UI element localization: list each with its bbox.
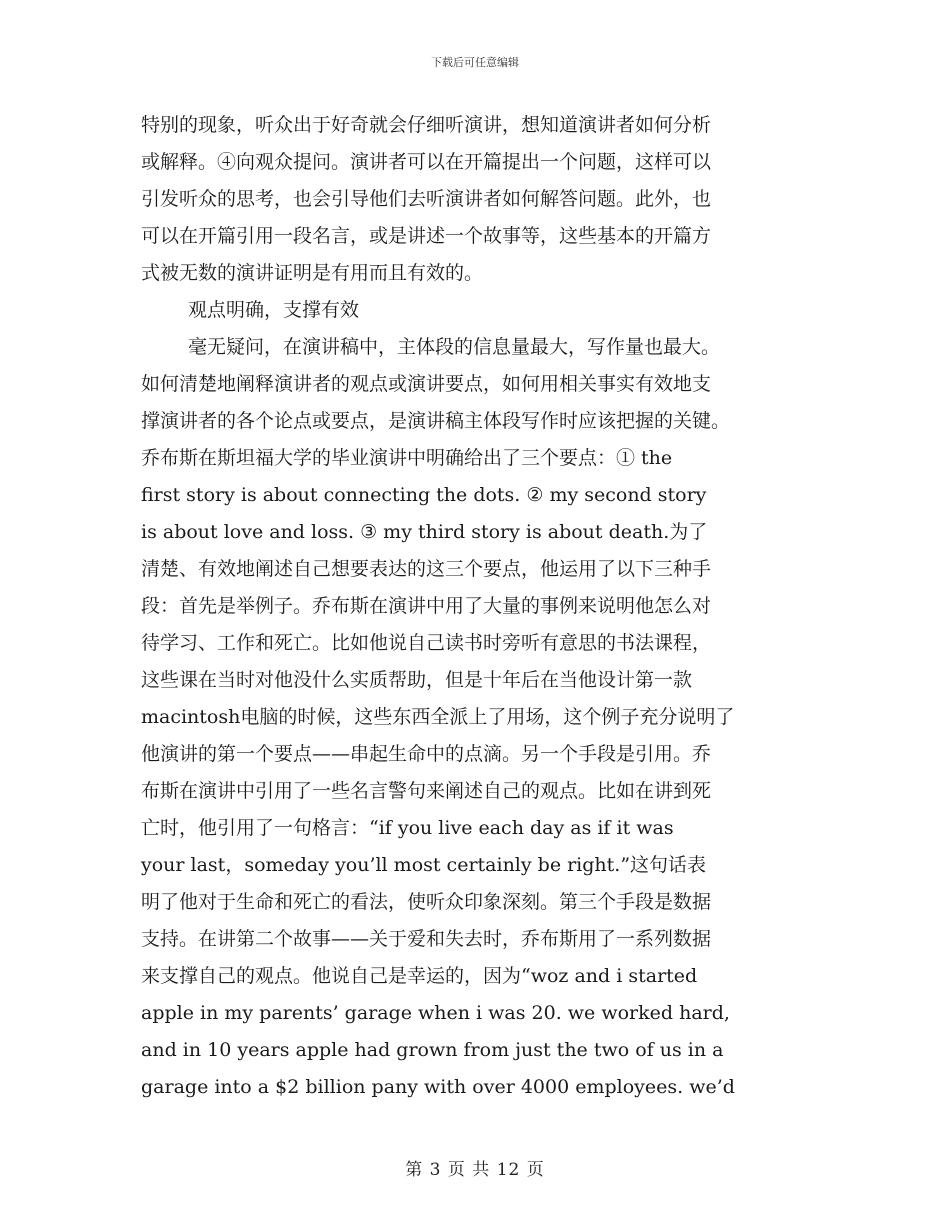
text-line: 引发听众的思考，也会引导他们去听演讲者如何解答问题。此外，也 [141, 188, 712, 210]
text-line: 式被无数的演讲证明是有用而且有效的。 [141, 262, 484, 284]
text-line: 亡时，他引用了一句格言：“if you live each day as if it was [141, 817, 674, 839]
text-line: 支持。在讲第二个故事——关于爱和失去时，乔布斯用了一系列数据 [141, 928, 712, 950]
text-line: 特别的现象，听众出于好奇就会仔细听演讲，想知道演讲者如何分析 [141, 114, 712, 136]
text-line: 清楚、有效地阐述自己想要表达的这三个要点，他运用了以下三种手 [141, 558, 712, 580]
text-line: 毫无疑问，在演讲稿中，主体段的信息量最大，写作量也最大。 [188, 336, 721, 358]
text-line: 他演讲的第一个要点——串起生命中的点滴。另一个手段是引用。乔 [141, 743, 712, 765]
page-number: 第 3 页 共 12 页 [405, 1160, 545, 1180]
document-body [141, 107, 811, 1106]
text-line: and in 10 years apple had grown from just the two of us in a [141, 1039, 724, 1061]
text-line: 明了他对于生命和死亡的看法，使听众印象深刻。第三个手段是数据 [141, 891, 712, 913]
text-line: macintosh电脑的时候，这些东西全派上了用场，这个例子充分说明了 [141, 706, 735, 728]
page-header-note: 下载后可任意编辑 [431, 56, 519, 69]
text-line: 待学习、工作和死亡。比如他说自己读书时旁听有意思的书法课程， [141, 632, 712, 654]
text-line: apple in my parents’ garage when i was 20. we worked hard, [141, 1002, 730, 1024]
text-line: 如何清楚地阐释演讲者的观点或演讲要点，如何用相关事实有效地支 [141, 373, 712, 395]
text-line: 或解释。④向观众提问。演讲者可以在开篇提出一个问题，这样可以 [141, 151, 712, 173]
text-line: your last，someday you’ll most certainly be right.”这句话表 [141, 854, 707, 876]
text-line: garage into a $2 billion pany with over 4000 employees. we’d [141, 1076, 735, 1098]
text-line: 来支撑自己的观点。他说自己是幸运的，因为“woz and i started [141, 965, 698, 987]
section-heading: 观点明确，支撑有效 [188, 299, 360, 321]
text-line: 可以在开篇引用一段名言，或是讲述一个故事等，这些基本的开篇方 [141, 225, 712, 247]
text-line: 布斯在演讲中引用了一些名言警句来阐述自己的观点。比如在讲到死 [141, 780, 712, 802]
text-line: is about love and loss. ③ my third story is about death.为了 [141, 521, 708, 543]
text-line: 这些课在当时对他没什么实质帮助，但是十年后在当他设计第一款 [141, 669, 693, 691]
text-line: 乔布斯在斯坦福大学的毕业演讲中明确给出了三个要点：① the [141, 447, 673, 469]
text-line: 段：首先是举例子。乔布斯在演讲中用了大量的事例来说明他怎么对 [141, 595, 712, 617]
text-line: first story is about connecting the dots. ② my second story [141, 484, 707, 506]
text-line: 撑演讲者的各个论点或要点，是演讲稿主体段写作时应该把握的关键。 [141, 410, 731, 432]
